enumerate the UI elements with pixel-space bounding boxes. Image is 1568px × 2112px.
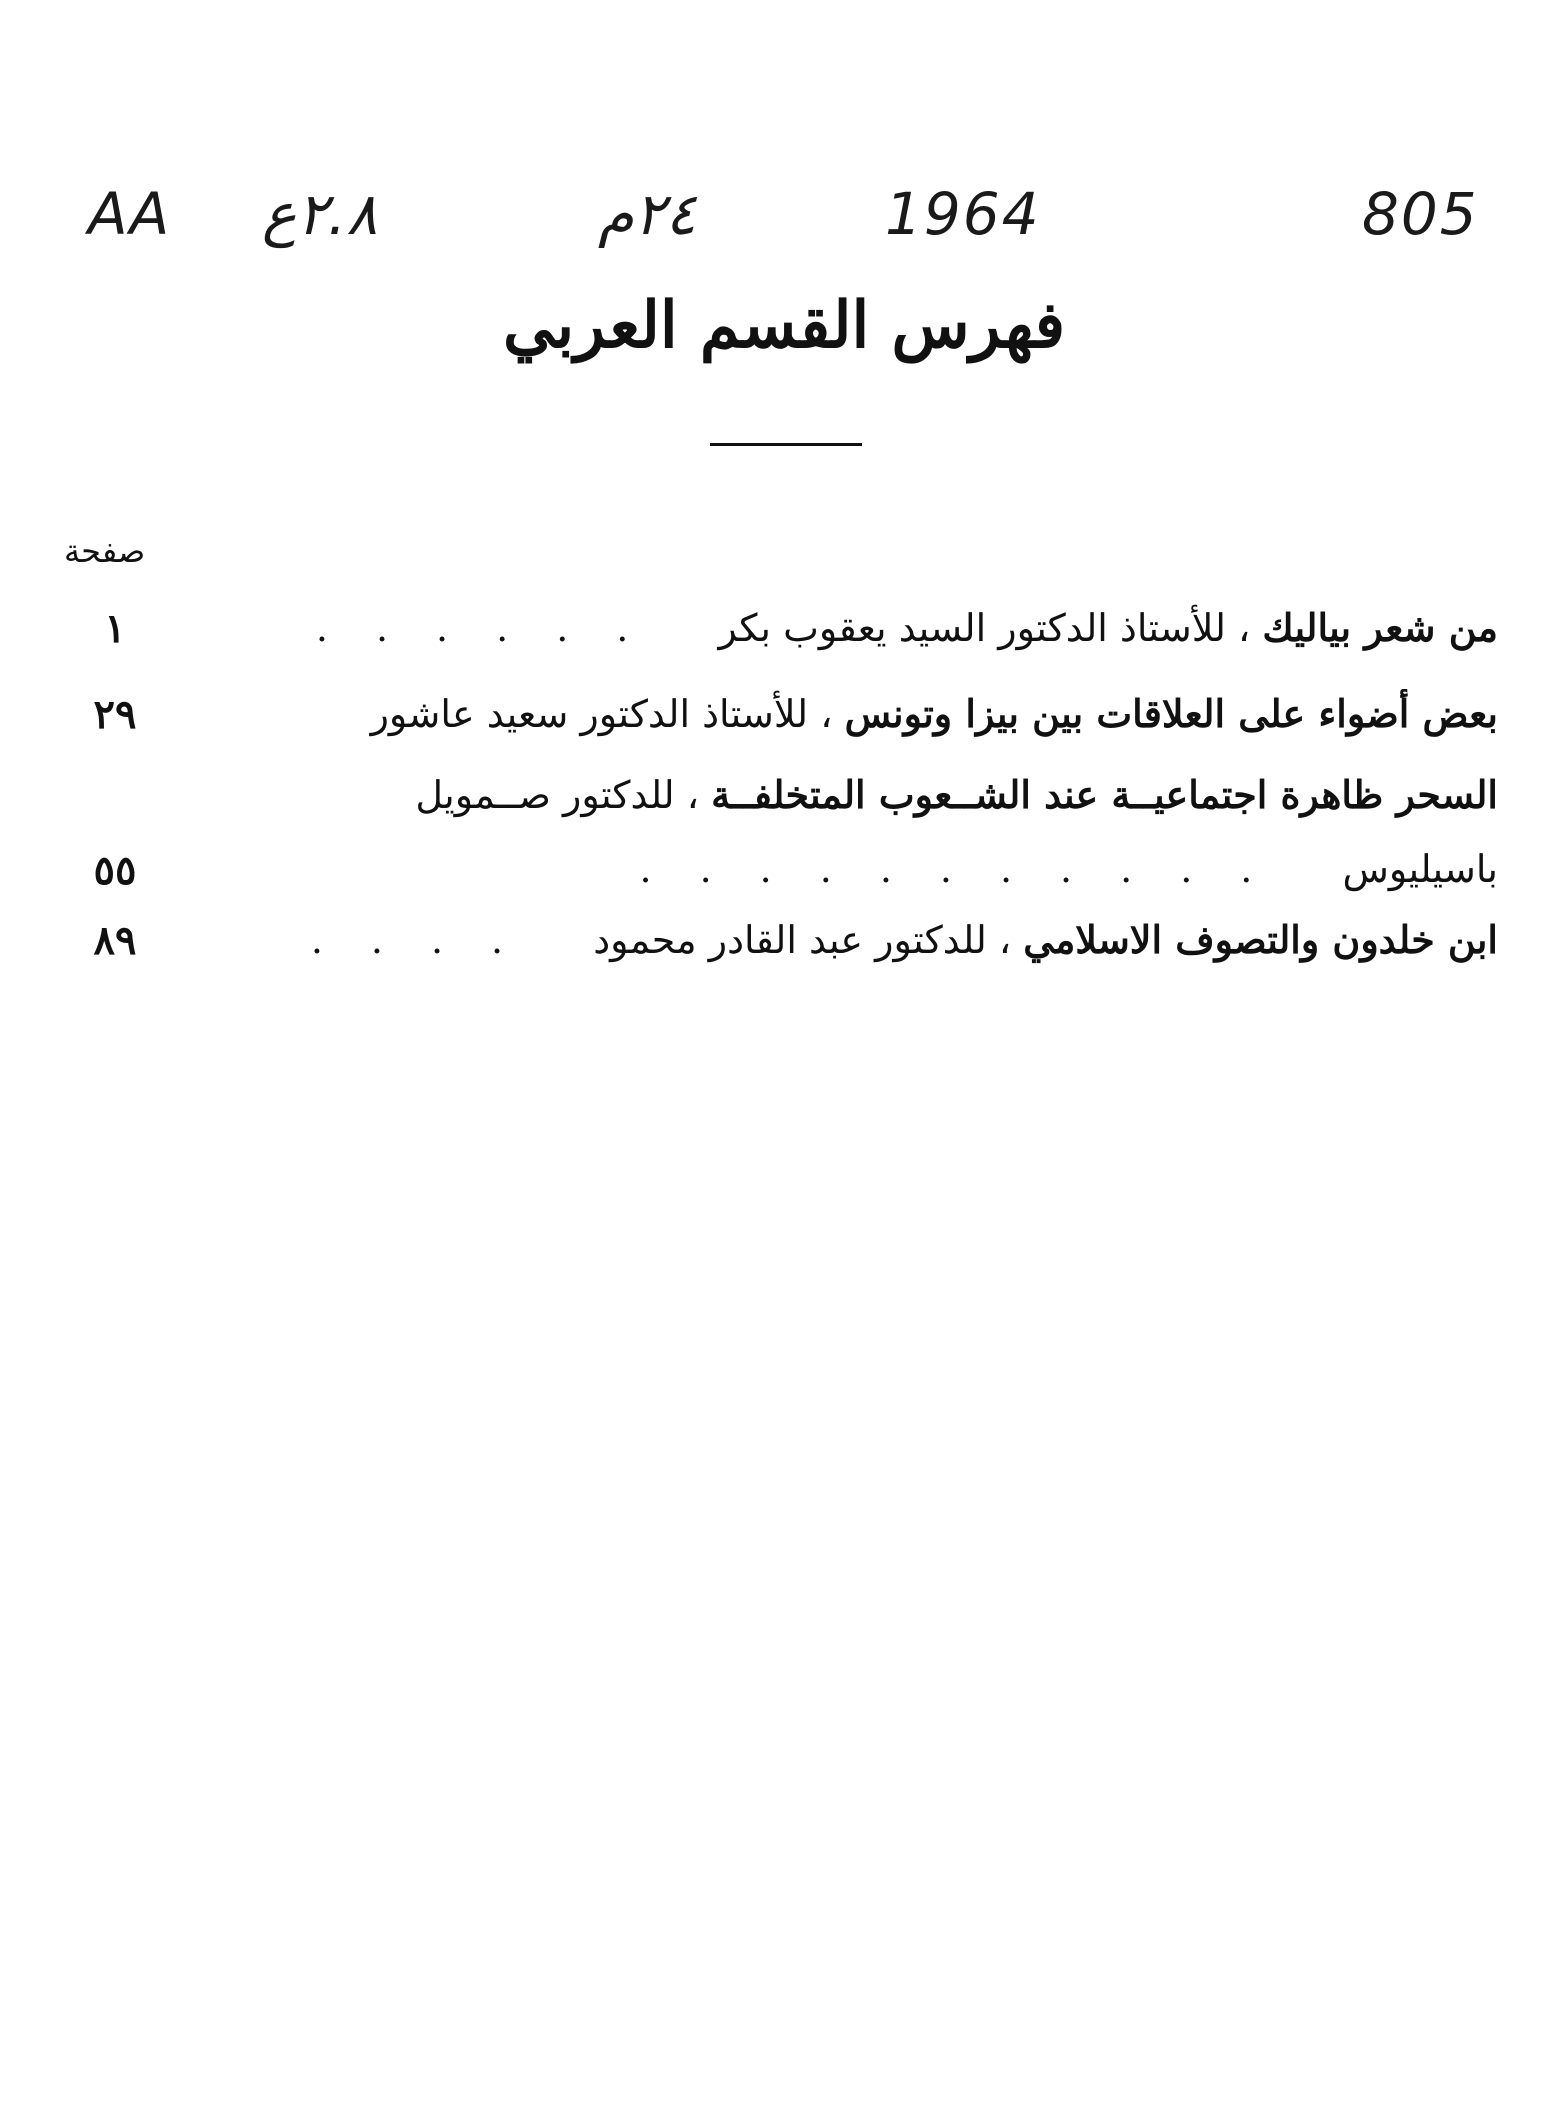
entry-page-number: ٢٩ bbox=[93, 691, 137, 738]
entry-author: ، للدكتور صــمويل bbox=[415, 773, 699, 817]
entry-leader-dots: ...... bbox=[315, 606, 677, 650]
handwritten-note-1: AA bbox=[88, 180, 172, 248]
entry-author-continuation: باسيليوس bbox=[1342, 847, 1498, 891]
toc-entry bbox=[222, 603, 1498, 653]
entry-leader-dots: .... bbox=[310, 918, 552, 962]
entry-author: ، للدكتور عبد القادر محمود bbox=[593, 918, 1012, 962]
handwritten-note-4: 1964 bbox=[885, 180, 1041, 248]
handwritten-note-5: 805 bbox=[1362, 180, 1479, 248]
entry-page-number: ١ bbox=[104, 605, 126, 652]
handwritten-note-2: ٢.٨ع bbox=[262, 180, 378, 248]
entry-title: السحر ظاهرة اجتماعيــة عند الشــعوب المتخلفــة bbox=[711, 772, 1498, 817]
entry-leader-dots: ........... bbox=[639, 847, 1301, 891]
page-column-header: صفحة bbox=[64, 532, 146, 570]
title-underline bbox=[710, 443, 862, 446]
handwritten-note-3: ٢٤م bbox=[598, 180, 697, 248]
entry-author: ، للأستاذ الدكتور السيد يعقوب بكر bbox=[718, 606, 1251, 650]
entry-title: ابن خلدون والتصوف الاسلامي bbox=[1023, 917, 1498, 962]
toc-entry bbox=[222, 770, 1498, 820]
entry-page-number: ٨٩ bbox=[93, 917, 137, 964]
entry-author: ، للأستاذ الدكتور سعيد عاشور bbox=[370, 692, 833, 736]
toc-entry-continuation bbox=[222, 845, 1498, 894]
entry-title: من شعر بياليك bbox=[1262, 605, 1498, 650]
page-title: فهرس القسم العربي bbox=[502, 288, 1066, 363]
entry-title: بعض أضواء على العلاقات بين بيزا وتونس bbox=[844, 691, 1498, 736]
entry-page-number: ٥٥ bbox=[93, 847, 137, 894]
toc-entry bbox=[222, 689, 1498, 739]
toc-entry bbox=[222, 915, 1498, 965]
